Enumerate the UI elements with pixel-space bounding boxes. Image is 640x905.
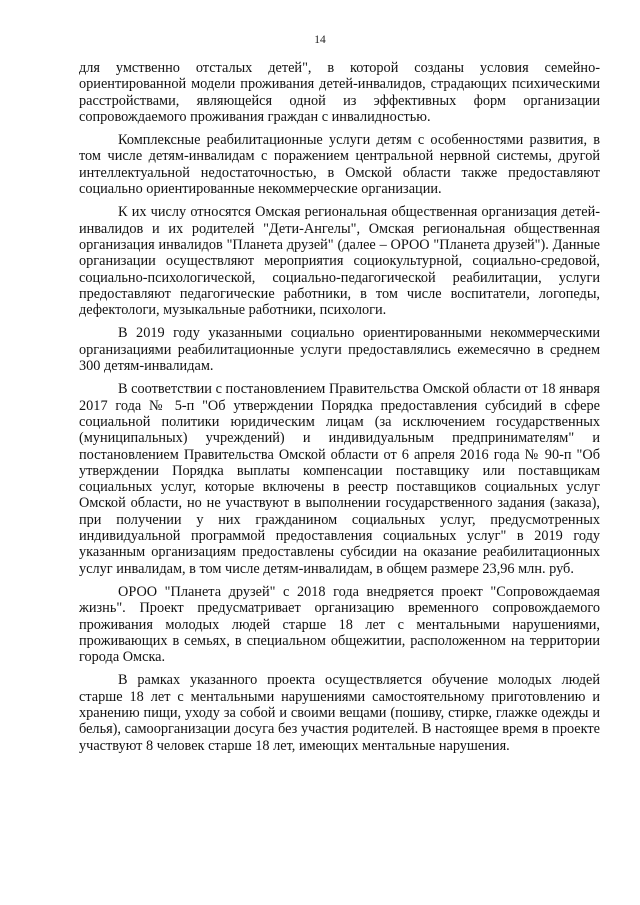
paragraph-continuation: для умственно отсталых детей", в которой созданы условия семейно-ориентированной модели проживания детей-инвалидов, страдающих психическими расстройствами, являющейся одной из эффективных форм организации сопровождаемого проживания граждан с инвалидностью. xyxy=(79,60,600,125)
paragraph-subsidies: В соответствии с постановлением Правительства Омской области от 18 января 2017 года № 5-п "Об утверждении Порядка предоставления субсидий в сфере социальной политики юридическим лицам (за исключением государственных (муниципальных) учреждений) и индивидуальным предпринимателям" и постановлением Правительства Омской области от 6 апреля 2016 года № 90-п "Об утверждении Порядка выплаты компенсации поставщику или поставщикам социальных услуг, которые включены в реестр поставщиков социальных услуг Омской области, но не участвуют в выполнении государственного задания (заказа), при получении у них гражданином социальных услуг, предусмотренных индивидуальной программой предоставления социальных услуг" в 2019 году указанным организациям предоставлены субсидии на оказание реабилитационных услуг инвалидам, в том числе детям-инвалидам, в общем размере 23,96 млн. руб. xyxy=(79,381,600,577)
paragraph-project: ОРОО "Планета друзей" с 2018 года внедряется проект "Сопровождаемая жизнь". Проект предусматривает организацию временного сопровождаемого проживания молодых людей старше 18 лет с ментальными нарушениями, проживающих в семьях, в специальном общежитии, расположенном на территории города Омска. xyxy=(79,583,600,666)
paragraph-organizations: К их числу относятся Омская региональная общественная организация детей-инвалидов и их родителей "Дети-Ангелы", Омская региональная общественная организация инвалидов "Планета друзей" (далее – ОРОО "Планета друзей"). Данные организации осуществляют мероприятия социокультурной, социально-средовой, социально-психологической, социально-педагогической реабилитации, услуги предоставляют педагогические работники, в том числе воспитатели, логопеды, дефектологи, музыкальные работники, психологи. xyxy=(79,204,600,319)
paragraph-project-training: В рамках указанного проекта осуществляется обучение молодых людей старше 18 лет с ментальными нарушениями самостоятельному приготовлению и хранению пищи, уходу за собой и своими вещами (пошиву, стирке, глажке одежды и белья), самоорганизации досуга без участия родителей. В настоящее время в проекте участвуют 8 человек старше 18 лет, имеющих ментальные нарушения. xyxy=(79,672,600,754)
paragraph-2019-stats: В 2019 году указанными социально ориентированными некоммерческими организациями реабилитационные услуги предоставлялись ежемесячно в среднем 300 детям-инвалидам. xyxy=(79,325,600,375)
paragraph-rehab-services: Комплексные реабилитационные услуги детям с особенностями развития, в том числе детям-инвалидам с поражением центральной нервной системы, другой интеллектуальной недостаточностью, в Омской области также предоставляют социально ориентированные некоммерческие организации. xyxy=(79,132,600,198)
page-number: 14 xyxy=(314,34,326,46)
body-text xyxy=(79,60,600,761)
